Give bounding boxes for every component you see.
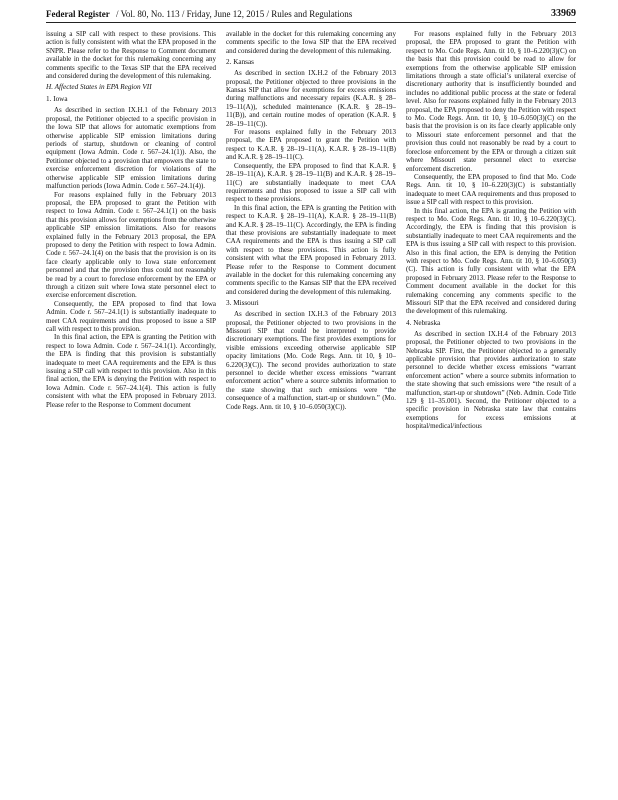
paragraph: For reasons explained fully in the February 2013 proposal, the EPA proposed to grant the Petition with respect to K.A.R. § 28–19–11(A), K.A.R. § 28–19–11(B) and K.A.R. § 28–19–11(C). xyxy=(226,128,396,162)
section-heading: 3. Missouri xyxy=(226,299,259,308)
section-heading: H. Affected States in EPA Region VII xyxy=(46,83,152,92)
section-heading: 4. Nebraska xyxy=(406,318,441,327)
paragraph: Consequently, the EPA proposed to find that Mo. Code Regs. Ann. tit 10, § 10–6.220(3)(C) is substantially inadequate to meet CAA requirements and thus proposed to issue a SIP call with respect to this provision. xyxy=(406,172,576,207)
paragraph: For reasons explained fully in the February 2013 proposal, the EPA proposed to grant the Petition with respect to Mo. Code Regs. Ann. tit 10, § 10–6.220(3)(C) on the basis that this provision could be read to allow for exemptions from the otherwise applicable SIP emission limitations through a state official’s unilateral exercise of discretionary authority that is insufficiently bounded and includes no additional public process at the state or federal level. Also for reasons explained fully in the February 2013 proposal, the EPA proposed to deny the Petition with respect to Mo. Code Regs. Ann. tit 10, § 10–6.050(3)(C) on the basis that the provision is on its face clearly applicable only to Missouri state enforcement personnel and that the provision thus could not reasonably be read by a court to foreclose enforcement by the EPA or through a citizen suit where Missouri state personnel elect to exercise enforcement discretion. xyxy=(406,30,576,173)
column-3 xyxy=(406,30,576,792)
section-heading: 2. Kansas xyxy=(226,58,254,67)
section-heading: 1. Iowa xyxy=(46,95,68,104)
paragraph: In this final action, the EPA is granting the Petition with respect to Iowa Admin. Code r. 567–24.1(1). Accordingly, the EPA is finding that this provision is substantially inadequate to meet CAA requirements and the EPA is thus issuing a SIP call with respect to this provision. Also in this final action, the EPA is denying the Petition with respect to Iowa Admin. Code r. 567–24.1(4). This action is fully consistent with what the EPA proposed in February 2013. Please refer to the Response to Comment document xyxy=(46,333,216,409)
publication-name: Federal Register xyxy=(46,9,110,19)
paragraph: In this final action, the EPA is granting the Petition with respect to K.A.R. § 28–19–11(A), K.A.R. § 28–19–11(B) and K.A.R. § 28–19–11(C). Accordingly, the EPA is finding that these provisions are substantially inadequate to meet CAA requirements and the EPA is thus issuing a SIP call with respect to these provisions. This action is fully consistent with what the EPA proposed in February 2013. Please refer to the Response to Comment document available in the docket for this rulemaking concerning any comments specific to the Kansas SIP that the EPA received and considered during the development of this rulemaking. xyxy=(226,203,396,296)
paragraph: As described in section IX.H.3 of the February 2013 proposal, the Petitioner objected to two provisions in the Missouri SIP that could be interpreted to provide discretionary exemptions. The first provides exemptions for visible emissions exceeding otherwise applicable SIP opacity limitations (Mo. Code Regs. Ann. tit 10, § 10–6.220(3)(C)). The second provides authorization to state personnel to decide whether excess emissions “warrant enforcement action” where a source submits information to the state showing that such emissions were “the consequence of a malfunction, start-up or shutdown.” (Mo. Code Regs. Ann. tit 10, § 10–6.050(3)(C)). xyxy=(226,310,396,411)
paragraph: As described in section IX.H.1 of the February 2013 proposal, the Petitioner objected to a specific provision in the Iowa SIP that allows for automatic exemptions from otherwise applicable SIP emission limitations during periods of startup, shutdown or cleaning of control equipment (Iowa Admin. Code r. 567–24.1(1)). Also, the Petitioner objected to a provision that empowers the state to exercise enforcement discretion for violations of the otherwise applicable SIP emission limitations during malfunction periods (Iowa Admin. Code r. 567–24.1(4)). xyxy=(46,106,216,191)
paragraph: As described in section IX.H.4 of the February 2013 proposal, the Petitioner objected to two provisions in the Nebraska SIP. First, the Petitioner objected to a generally applicable provision that provides authorization to state personnel to decide whether excess emissions “warrant enforcement action” where a source submits information to the state showing that such emissions were “the result of a malfunction, start-up or shutdown” (Neb. Admin. Code Title 129 § 11–35.001). Second, the Petitioner objected to a specific provision in Nebraska state law that contains exemptions for excess emissions at hospital/medical/infectious xyxy=(406,329,576,431)
paragraph: For reasons explained fully in the February 2013 proposal, the EPA proposed to grant the Petition with respect to Iowa Admin. Code r. 567–24.1(1) on the basis that this provision allows for exemptions from the otherwise applicable SIP emission limitations. Also for reasons explained fully in the February 2013 proposal, the EPA proposed to deny the Petition with respect to Iowa Admin. Code r. 567–24.1(4) on the basis that the provision is on its face clearly applicable only to Iowa state enforcement personnel and that the provision thus could not reasonably be read by a court to foreclose enforcement by the EPA or through a citizen suit where Iowa state personnel elect to exercise enforcement discretion. xyxy=(46,190,216,300)
column-2 xyxy=(226,30,396,792)
paragraph: As described in section IX.H.2 of the February 2013 proposal, the Petitioner objected to three provisions in the Kansas SIP that allow for exemptions for excess emissions during malfunctions and necessary repairs (K.A.R. § 28–19–11(A)), scheduled maintenance (K.A.R. § 28–19–11(B)), and certain routine modes of operation (K.A.R. § 28–19–11(C)). xyxy=(226,69,396,128)
paragraph: In this final action, the EPA is granting the Petition with respect to Mo. Code Regs. Ann. tit 10, § 10–6.220(3)(C). Accordingly, the EPA is finding that this provision is substantially inadequate to meet CAA requirements and the EPA is thus issuing a SIP call with respect to this provision. Also in this final action, the EPA is denying the Petition with respect to Mo. Code Regs. Ann. tit 10, § 10–6.050(3)(C). This action is fully consistent with what the EPA proposed in February 2013. Please refer to the Response to Comment document available in the docket for this rulemaking concerning any comments specific to the Missouri SIP that the EPA received and considered during the development of this rulemaking. xyxy=(406,206,576,316)
paragraph: available in the docket for this rulemaking concerning any comments specific to the Iowa SIP that the EPA received and considered during the development of this rulemaking. xyxy=(226,30,396,55)
running-header xyxy=(46,6,576,23)
paragraph: Consequently, the EPA proposed to find that K.A.R. § 28–19–11(A), K.A.R. § 28–19–11(B) and K.A.R. § 28–19–11(C) are substantially inadequate to meet CAA requirements and thus proposed to issue a SIP call with respect to these provisions. xyxy=(226,161,396,204)
paragraph: Consequently, the EPA proposed to find that Iowa Admin. Code r. 567–24.1(1) is substantially inadequate to meet CAA requirements and thus proposed to issue a SIP call with respect to this provision. xyxy=(46,299,216,333)
page-body xyxy=(46,30,576,792)
volume-info: / Vol. 80, No. 113 / Friday, June 12, 2015 / Rules and Regulations xyxy=(115,9,353,19)
paragraph: issuing a SIP call with respect to these provisions. This action is fully consistent with what the EPA proposed in the SNPR. Please refer to the Response to Comment document available in the docket for this rulemaking concerning any comments specific to the Texas SIP that the EPA received and considered during the development of this rulemaking. xyxy=(46,30,216,81)
column-1 xyxy=(46,30,216,792)
page-number: 33969 xyxy=(551,8,576,19)
